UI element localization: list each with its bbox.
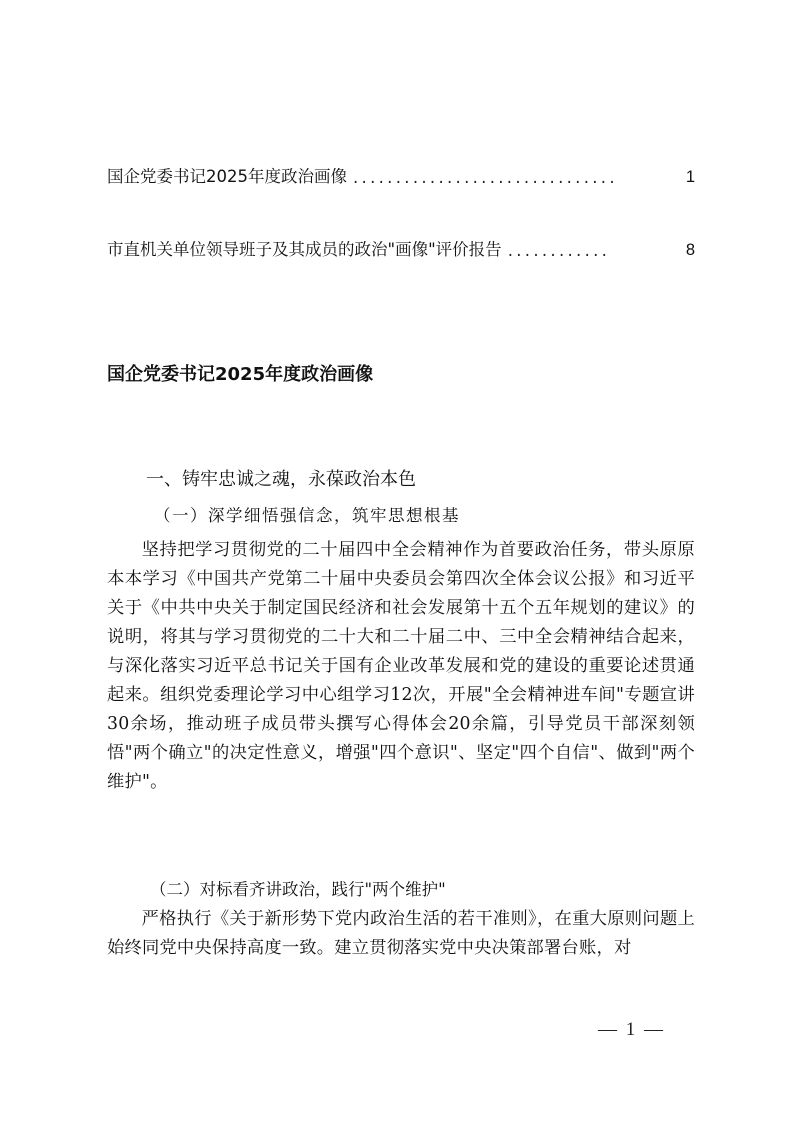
- toc-entry-page: 1: [685, 168, 695, 186]
- toc-entry-title: 市直机关单位领导班子及其成员的政治"画像"评价报告: [107, 240, 502, 259]
- toc-entry-page: 8: [685, 241, 695, 259]
- toc-entry[interactable]: [107, 163, 695, 187]
- section-heading: 一、铸牢忠诚之魂，永葆政治本色: [146, 469, 416, 490]
- subsection-heading: （一）深学细悟强信念，筑牢思想根基: [154, 506, 460, 525]
- toc-entry-title: 国企党委书记2025年度政治画像: [107, 167, 347, 186]
- subsection-heading: （二）对标看齐讲政治，践行"两个维护": [150, 880, 446, 899]
- document-title: 国企党委书记2025年度政治画像: [107, 364, 374, 385]
- body-paragraph: 严格执行《关于新形势下党内政治生活的若干准则》，在重大原则问题上始终同党中央保持高度一致。建立贯彻落实党中央决策部署台账，对: [107, 909, 695, 958]
- body-paragraph: 坚持把学习贯彻党的二十届四中全会精神作为首要政治任务，带头原原本本学习《中国共产党第二十届中央委员会第四次全体会议公报》和习近平关于《中共中央关于制定国民经济和社会发展第十五个五年规划的建议》的说明，将其与学习贯彻党的二十大和二十届二中、三中全会精神结合起来，与深化落实习近平总书记关于国有企业改革发展和党的建设的重要论述贯通起来。组织党委理论学习中心组学习12次，开展"全会精神进车间"专题宣讲30余场，推动班子成员带头撰写心得体会20余篇，引导党员干部深刻领悟"两个确立"的决定性意义，增强"四个意识"、坚定"四个自信"、做到"两个维护"。: [107, 540, 695, 792]
- toc-leader-dots: ...............................: [353, 168, 618, 187]
- toc-leader-dots: ............: [507, 241, 611, 260]
- toc-entry[interactable]: [107, 236, 695, 260]
- page-number: — 1 —: [598, 1019, 665, 1040]
